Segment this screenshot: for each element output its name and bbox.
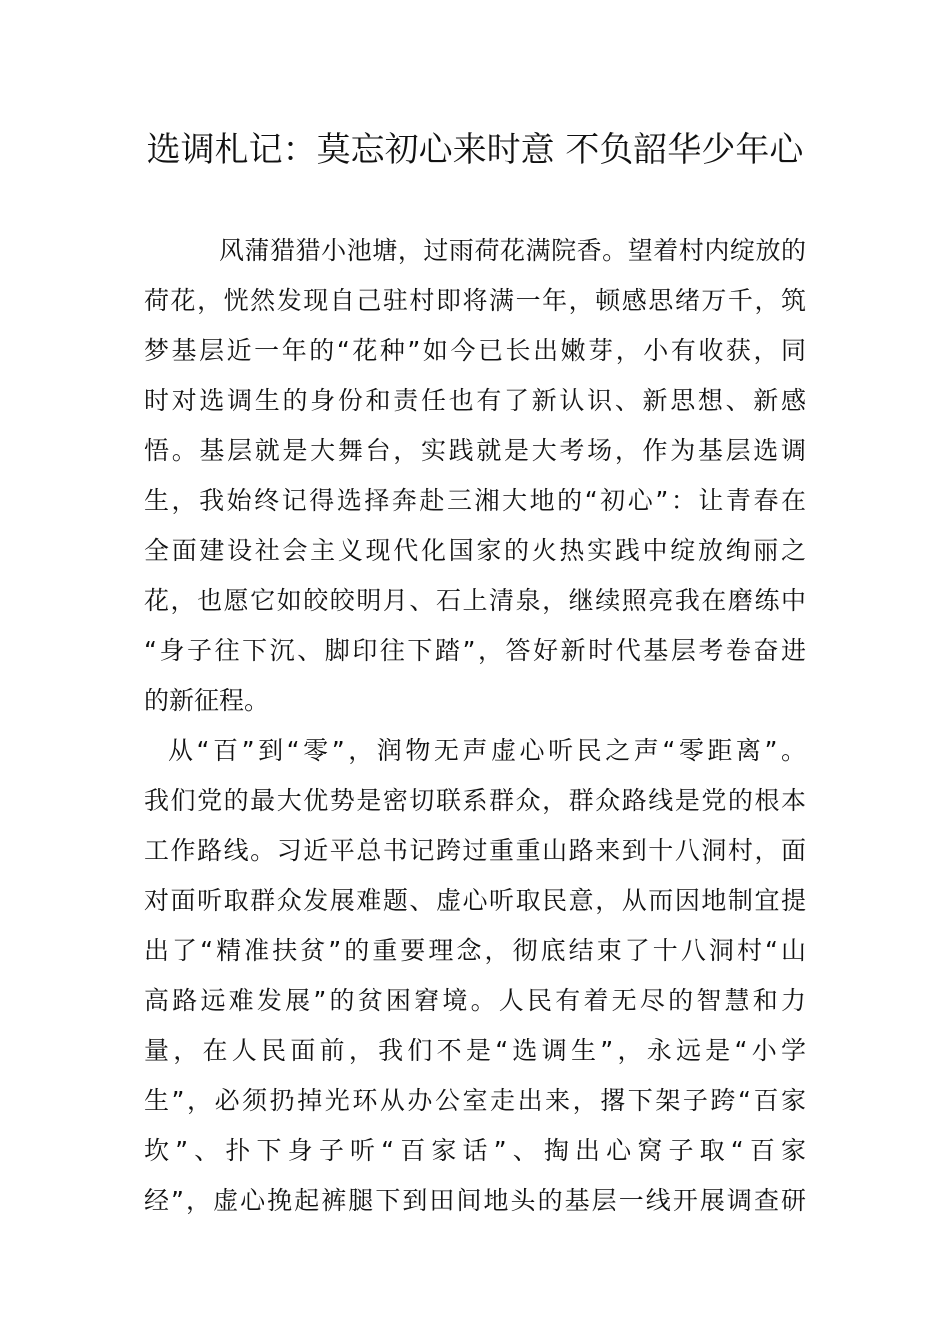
paragraph-line: 高路远难发展”的贫困窘境。人民有着无尽的智慧和力	[144, 986, 806, 1015]
paragraph-line: 我们党的最大优势是密切联系群众，群众路线是党的根本	[144, 786, 806, 815]
paragraph-line: “身子往下沉、脚印往下踏”，答好新时代基层考卷奋进	[144, 636, 806, 665]
paragraph-1	[144, 226, 806, 726]
paragraph-line: 对面听取群众发展难题、虚心听取民意，从而因地制宜提	[144, 886, 806, 915]
paragraph-line: 量，在人民面前，我们不是“选调生”，永远是“小学	[144, 1036, 806, 1065]
paragraph-line: 时对选调生的身份和责任也有了新认识、新思想、新感	[144, 386, 806, 415]
paragraph-line: 从“百”到“零”，润物无声虚心听民之声“零距离”。	[168, 736, 806, 765]
paragraph-line: 生，我始终记得选择奔赴三湘大地的“初心”：让青春在	[144, 486, 806, 515]
paragraph-line: 荷花，恍然发现自己驻村即将满一年，顿感思绪万千，筑	[144, 286, 806, 315]
document-title: 选调札记：莫忘初心来时意 不负韶华少年心	[146, 130, 804, 170]
document-body	[144, 226, 806, 1226]
paragraph-line: 出了“精准扶贫”的重要理念，彻底结束了十八洞村“山	[144, 936, 806, 965]
paragraph-2	[144, 726, 806, 1226]
paragraph-line: 花，也愿它如皎皎明月、石上清泉，继续照亮我在磨练中	[144, 586, 806, 615]
paragraph-line: 坎”、扑下身子听“百家话”、掏出心窝子取“百家	[144, 1136, 806, 1165]
paragraph-line: 经”，虚心挽起裤腿下到田间地头的基层一线开展调查研	[144, 1186, 806, 1215]
paragraph-line: 的新征程。	[144, 686, 270, 715]
paragraph-line: 梦基层近一年的“花种”如今已长出嫩芽，小有收获，同	[144, 336, 806, 365]
paragraph-line: 风蒲猎猎小池塘，过雨荷花满院香。望着村内绽放的	[219, 236, 806, 265]
paragraph-line: 工作路线。习近平总书记跨过重重山路来到十八洞村，面	[144, 836, 806, 865]
paragraph-line: 生”，必须扔掉光环从办公室走出来，撂下架子跨“百家	[144, 1086, 806, 1115]
paragraph-line: 悟。基层就是大舞台，实践就是大考场，作为基层选调	[144, 436, 806, 465]
paragraph-line: 全面建设社会主义现代化国家的火热实践中绽放绚丽之	[144, 536, 806, 565]
